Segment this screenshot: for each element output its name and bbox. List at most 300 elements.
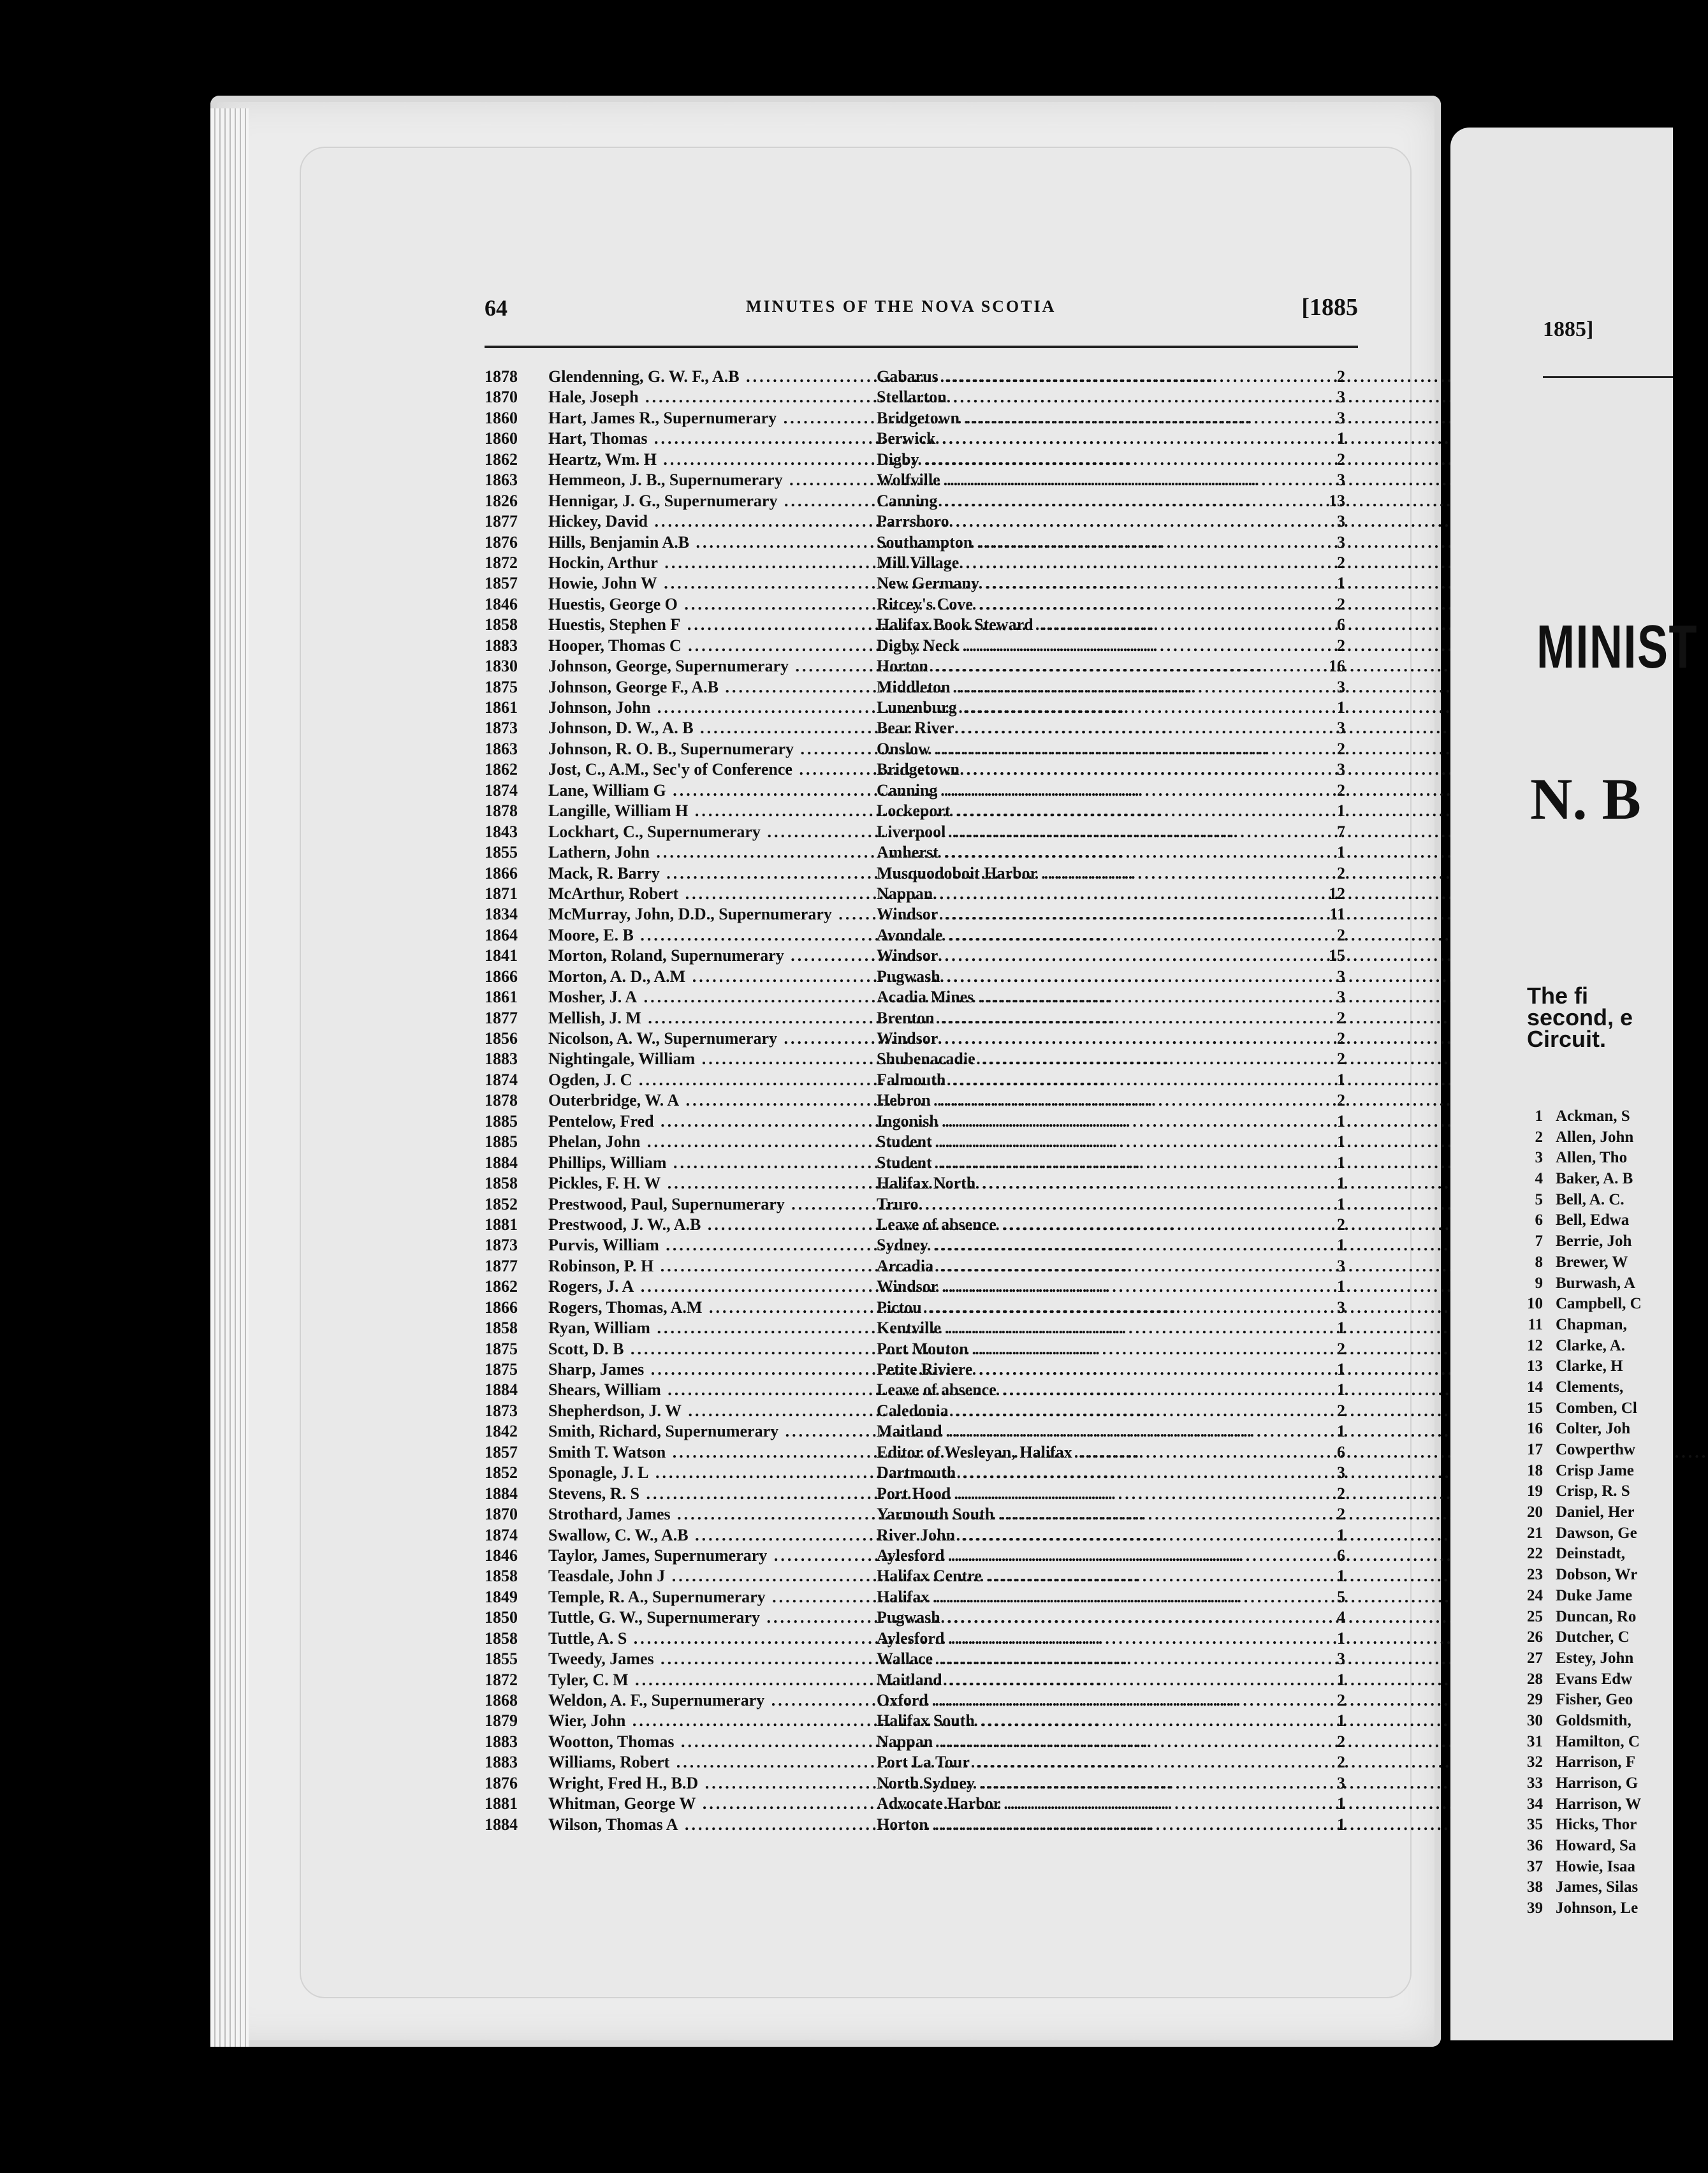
list-number: 1 (1535, 1108, 1543, 1125)
list-item (1511, 1627, 1642, 1648)
years-count: 2 (1337, 1050, 1345, 1069)
list-name: Chapman, (1556, 1315, 1627, 1333)
list-item (1511, 1106, 1642, 1127)
list-number: 38 (1527, 1878, 1543, 1896)
list-name: Bell, A. C. (1556, 1190, 1624, 1208)
years-count: 1 (1337, 1277, 1345, 1296)
list-number: 8 (1535, 1253, 1543, 1271)
list-item (1511, 1877, 1642, 1898)
entry-year: 1861 (485, 988, 518, 1007)
entry-year: 1881 (485, 1794, 518, 1813)
years-count: 5 (1337, 1587, 1345, 1606)
years-count: 3 (1337, 719, 1345, 738)
entry-year: 1873 (485, 719, 518, 738)
minister-name: Lane, William G ..... (548, 780, 877, 801)
intro-line: The fi (1527, 983, 1588, 1009)
list-name: Brewer, W (1556, 1253, 1628, 1271)
list-number: 18 (1527, 1461, 1543, 1479)
minister-name: Smith T. Watson ..... (548, 1442, 877, 1463)
table-row (485, 1070, 1345, 1090)
table-row (485, 1421, 1345, 1442)
entry-year: 1861 (485, 698, 518, 717)
table-row (485, 1298, 1345, 1318)
list-number: 13 (1527, 1357, 1543, 1375)
minister-name: Teasdale, John J ..... (548, 1566, 877, 1586)
station-name: Avondale ..... (877, 925, 1297, 946)
station-name: Horton ..... (877, 656, 1297, 677)
table-row (485, 698, 1345, 718)
list-item (1511, 1398, 1642, 1419)
station-name: Halifax North ..... (877, 1173, 1297, 1194)
list-name: Howie, Isaa (1556, 1857, 1635, 1875)
entry-year: 1885 (485, 1111, 518, 1130)
list-number: 39 (1527, 1899, 1543, 1917)
list-number: 36 (1527, 1837, 1543, 1855)
years-count: 3 (1337, 512, 1345, 531)
entry-year: 1862 (485, 760, 518, 779)
table-row (485, 1028, 1345, 1049)
years-count: 6 (1337, 1442, 1345, 1461)
entry-year: 1877 (485, 512, 518, 531)
list-number: 20 (1527, 1504, 1543, 1521)
minister-name: Stevens, R. S ..... (548, 1484, 877, 1504)
entry-year: 1860 (485, 429, 518, 448)
years-count: 1 (1337, 1360, 1345, 1379)
station-name: Port Mouton ..... (877, 1339, 1297, 1359)
entry-year: 1862 (485, 1277, 518, 1296)
list-name: Crisp Jame (1556, 1461, 1634, 1479)
entry-year: 1866 (485, 1298, 518, 1317)
station-name: Yarmouth South ..... (877, 1504, 1297, 1525)
entry-year: 1868 (485, 1691, 518, 1709)
list-name: Crisp, R. S (1556, 1482, 1630, 1500)
list-number: 28 (1527, 1670, 1543, 1688)
list-item (1511, 1794, 1642, 1815)
list-item (1511, 1294, 1642, 1315)
minister-name: Wright, Fred H., B.D ..... (548, 1773, 877, 1794)
entry-year: 1857 (485, 574, 518, 593)
list-number: 22 (1527, 1545, 1543, 1563)
table-row (485, 1132, 1345, 1152)
station-name: River John ..... (877, 1525, 1297, 1546)
minister-name: Huestis, Stephen F ..... (548, 615, 877, 635)
minister-name: McMurray, John, D.D., Supernumerary ..... (548, 904, 877, 925)
table-row (485, 1194, 1345, 1215)
minister-name: Scott, D. B ..... (548, 1339, 877, 1359)
table-row (485, 1256, 1345, 1277)
station-name: Southampton ..... (877, 532, 1297, 553)
entry-year: 1879 (485, 1711, 518, 1730)
entry-year: 1850 (485, 1608, 518, 1627)
minister-name: Robinson, P. H ..... (548, 1256, 877, 1277)
station-name: Canning ..... (877, 780, 1297, 801)
table-row (485, 925, 1345, 946)
station-name: Port Hood ..... (877, 1484, 1297, 1504)
station-name: Petite Riviere ..... (877, 1359, 1297, 1380)
list-item (1511, 1169, 1642, 1190)
years-count: 1 (1337, 574, 1345, 593)
entry-year: 1872 (485, 1670, 518, 1689)
list-name: Evans Edw (1556, 1670, 1633, 1688)
table-row (485, 387, 1345, 407)
years-count: 1 (1337, 1070, 1345, 1089)
minister-name: Heartz, Wm. H ..... (548, 450, 877, 470)
table-row (485, 967, 1345, 987)
station-name: Digby ..... (877, 450, 1297, 470)
list-number: 16 (1527, 1420, 1543, 1438)
station-name: Canning ..... (877, 491, 1297, 511)
list-name: Harrison, F (1556, 1753, 1635, 1771)
minister-name: Mellish, J. M ..... (548, 1008, 877, 1028)
table-row (485, 1649, 1345, 1669)
station-name: Mill Village ..... (877, 553, 1297, 573)
minister-name: Phelan, John ..... (548, 1132, 877, 1152)
table-row (485, 1008, 1345, 1028)
list-item (1511, 1544, 1642, 1565)
station-name: Pugwash ..... (877, 967, 1297, 987)
entry-year: 1873 (485, 1236, 518, 1255)
station-name: Shubenacadie ..... (877, 1049, 1297, 1069)
list-number: 25 (1527, 1607, 1543, 1625)
intro-line: Circuit. (1527, 1026, 1607, 1052)
station-name: Student ..... (877, 1132, 1297, 1152)
table-row (485, 428, 1345, 449)
years-count: 11 (1329, 905, 1345, 924)
station-name: Liverpool ..... (877, 822, 1297, 842)
entry-year: 1884 (485, 1815, 518, 1834)
list-name: Baker, A. B (1556, 1170, 1633, 1188)
list-number: 4 (1535, 1170, 1543, 1188)
list-number: 10 (1527, 1295, 1543, 1313)
minister-name: Tuttle, A. S ..... (548, 1628, 877, 1649)
years-count: 7 (1337, 822, 1345, 841)
header-year: [1885 (1301, 294, 1358, 321)
years-count: 1 (1337, 1670, 1345, 1689)
years-count: 2 (1337, 1008, 1345, 1027)
minister-name: Nicolson, A. W., Supernumerary ..... (548, 1028, 877, 1049)
years-count: 2 (1337, 553, 1345, 572)
minister-name: Hennigar, J. G., Supernumerary ..... (548, 491, 877, 511)
station-name: Leave of absence ..... (877, 1215, 1297, 1235)
years-count: 1 (1337, 698, 1345, 717)
minister-name: Weldon, A. F., Supernumerary ..... (548, 1690, 877, 1711)
minister-name: Hale, Joseph ..... (548, 387, 877, 407)
years-count: 3 (1337, 1650, 1345, 1669)
table-row (485, 1090, 1345, 1111)
entry-year: 1883 (485, 636, 518, 655)
minister-name: Moore, E. B ..... (548, 925, 877, 946)
station-name: Halifax Book Steward ..... (877, 615, 1297, 635)
list-name: Duke Jame (1556, 1586, 1633, 1604)
minister-name: Johnson, John ..... (548, 698, 877, 718)
years-count: 3 (1337, 408, 1345, 427)
list-name: Hicks, Thor (1556, 1816, 1637, 1834)
list-item (1511, 1273, 1642, 1294)
list-item (1511, 1377, 1642, 1398)
table-row (485, 573, 1345, 594)
list-item (1511, 1502, 1642, 1523)
years-count: 2 (1337, 739, 1345, 758)
years-count: 12 (1329, 884, 1345, 903)
list-number: 5 (1535, 1190, 1543, 1208)
list-name: Fisher, Geo (1556, 1691, 1633, 1709)
station-name: Oxford ..... (877, 1690, 1297, 1711)
minister-name: Temple, R. A., Supernumerary ..... (548, 1587, 877, 1607)
entry-year: 1841 (485, 946, 518, 965)
station-name: Berwick ..... (877, 428, 1297, 449)
list-name: Dutcher, C (1556, 1628, 1630, 1646)
list-name: Estey, John (1556, 1649, 1634, 1667)
table-row (485, 842, 1345, 863)
station-name: Sydney ..... (877, 1235, 1297, 1255)
years-count: 1 (1337, 1628, 1345, 1648)
entry-year: 1858 (485, 615, 518, 634)
years-count: 2 (1337, 1732, 1345, 1751)
list-item (1511, 1440, 1642, 1461)
entry-year: 1866 (485, 863, 518, 882)
list-name: Dawson, Ge (1556, 1524, 1637, 1542)
entry-year: 1877 (485, 1008, 518, 1027)
list-item (1511, 1752, 1642, 1773)
entry-year: 1878 (485, 367, 518, 386)
list-number: 14 (1527, 1378, 1543, 1396)
minister-name: Wier, John ..... (548, 1711, 877, 1731)
entry-year: 1855 (485, 843, 518, 862)
list-item (1511, 1732, 1642, 1753)
station-name: Maitland ..... (877, 1670, 1297, 1690)
station-name: Windsor ..... (877, 1277, 1297, 1297)
list-item (1511, 1607, 1642, 1628)
years-count: 3 (1337, 532, 1345, 552)
list-item (1511, 1857, 1642, 1878)
station-name: Onslow ..... (877, 739, 1297, 759)
right-page-subheading: N. B (1530, 766, 1641, 831)
list-name: James, Silas (1556, 1878, 1639, 1896)
page-title: MINUTES OF THE NOVA SCOTIA (746, 297, 1056, 316)
list-item (1511, 1815, 1642, 1836)
entry-year: 1862 (485, 450, 518, 469)
entry-year: 1846 (485, 1546, 518, 1565)
years-count: 2 (1337, 367, 1345, 386)
list-name: Deinstadt, (1556, 1545, 1626, 1563)
entry-year: 1857 (485, 1442, 518, 1461)
list-name: Harrison, G (1556, 1774, 1639, 1792)
list-number: 30 (1527, 1711, 1543, 1729)
station-name: Wolfville ..... (877, 470, 1297, 490)
right-intro-paragraph (1527, 985, 1633, 1050)
entry-year: 1874 (485, 780, 518, 800)
right-page-heading: MINIST (1536, 613, 1698, 681)
station-name: Falmouth ..... (877, 1070, 1297, 1090)
minister-name: Shepherdson, J. W ..... (548, 1401, 877, 1421)
list-name: Clarke, A. (1556, 1336, 1626, 1354)
years-count: 13 (1329, 491, 1345, 510)
years-count: 1 (1337, 1711, 1345, 1730)
minister-name: Rogers, Thomas, A.M ..... (548, 1298, 877, 1318)
years-count: 1 (1337, 1194, 1345, 1213)
minister-name: Hickey, David ..... (548, 511, 877, 532)
table-row (485, 636, 1345, 656)
minister-name: Johnson, George, Supernumerary ..... (548, 656, 877, 677)
table-row (485, 822, 1345, 842)
station-name: Halifax ..... (877, 1587, 1297, 1607)
minister-name: Phillips, William ..... (548, 1153, 877, 1173)
right-page-year: 1885] (1543, 318, 1594, 341)
years-count: 1 (1337, 1794, 1345, 1813)
station-name: Bridgetown ..... (877, 759, 1297, 780)
table-row (485, 1732, 1345, 1752)
list-name: Dobson, Wr (1556, 1566, 1638, 1584)
table-row (485, 1525, 1345, 1546)
entry-year: 1878 (485, 801, 518, 821)
years-count: 3 (1337, 388, 1345, 407)
entry-year: 1870 (485, 388, 518, 407)
right-header-rule (1543, 376, 1673, 378)
minister-name: Langille, William H ..... (548, 801, 877, 821)
minister-name: Jost, C., A.M., Sec'y of Conference ..... (548, 759, 877, 780)
header-rule (485, 346, 1358, 348)
list-item (1511, 1523, 1642, 1544)
table-row (485, 594, 1345, 615)
table-row (485, 1153, 1345, 1173)
table-row (485, 1794, 1345, 1814)
station-name: Acadia Mines ..... (877, 987, 1297, 1007)
list-item (1511, 1419, 1642, 1440)
entry-year: 1856 (485, 1029, 518, 1048)
station-name: Musquodoboit Harbor ..... (877, 863, 1297, 884)
entry-year: 1864 (485, 925, 518, 944)
entry-year: 1842 (485, 1422, 518, 1441)
station-name: Port La Tour ..... (877, 1752, 1297, 1773)
entry-year: 1883 (485, 1753, 518, 1772)
list-number: 35 (1527, 1816, 1543, 1834)
list-item (1511, 1336, 1642, 1357)
years-count: 3 (1337, 988, 1345, 1007)
entry-year: 1883 (485, 1050, 518, 1069)
minister-name: Hockin, Arthur ..... (548, 553, 877, 573)
intro-line: second, e (1527, 1004, 1633, 1030)
table-row (485, 1752, 1345, 1773)
minister-name: Swallow, C. W., A.B ..... (548, 1525, 877, 1546)
list-name: Clements, (1556, 1378, 1624, 1396)
station-name: Advocate Harbor ..... (877, 1794, 1297, 1814)
years-count: 3 (1337, 677, 1345, 696)
minister-name: Prestwood, J. W., A.B ..... (548, 1215, 877, 1235)
table-row (485, 532, 1345, 553)
minister-name: Hemmeon, J. B., Supernumerary ..... (548, 470, 877, 490)
table-row (485, 1504, 1345, 1525)
list-number: 9 (1535, 1274, 1543, 1292)
station-name: Ingonish ..... (877, 1111, 1297, 1132)
station-name: Middleton ..... (877, 677, 1297, 698)
list-name: Campbell, C (1556, 1295, 1642, 1313)
table-row (485, 1628, 1345, 1649)
years-count: 1 (1337, 1174, 1345, 1193)
minister-name: Glendenning, G. W. F., A.B ..... (548, 367, 877, 387)
minister-name: Mack, R. Barry ..... (548, 863, 877, 884)
table-row (485, 1690, 1345, 1711)
entry-year: 1858 (485, 1567, 518, 1586)
entry-year: 1877 (485, 1256, 518, 1275)
station-name: Pugwash ..... (877, 1607, 1297, 1628)
list-item (1511, 1711, 1642, 1732)
entry-year: 1863 (485, 739, 518, 758)
entry-year: 1843 (485, 822, 518, 841)
years-count: 1 (1337, 429, 1345, 448)
station-name: Caledonia ..... (877, 1401, 1297, 1421)
table-row (485, 1566, 1345, 1586)
minister-name: Johnson, George F., A.B ..... (548, 677, 877, 698)
entry-year: 1834 (485, 905, 518, 924)
list-name: Allen, Tho (1556, 1149, 1628, 1167)
years-count: 4 (1337, 1608, 1345, 1627)
station-name: Windsor ..... (877, 946, 1297, 966)
entry-year: 1884 (485, 1380, 518, 1400)
entry-year: 1876 (485, 1773, 518, 1792)
minister-name: Morton, A. D., A.M ..... (548, 967, 877, 987)
station-name: Brenton ..... (877, 1008, 1297, 1028)
list-item (1511, 1127, 1642, 1148)
table-row (485, 615, 1345, 635)
entry-year: 1863 (485, 471, 518, 490)
list-number: 34 (1527, 1795, 1543, 1813)
minister-name: Tuttle, G. W., Supernumerary ..... (548, 1607, 877, 1628)
list-item (1511, 1190, 1642, 1211)
entry-year: 1872 (485, 553, 518, 572)
station-name: Bridgetown ..... (877, 408, 1297, 428)
list-name: Goldsmith, (1556, 1711, 1631, 1729)
table-row (485, 987, 1345, 1007)
list-name: Comben, Cl (1556, 1399, 1637, 1417)
minister-name: Wilson, Thomas A ..... (548, 1815, 877, 1835)
years-count: 2 (1337, 1505, 1345, 1524)
years-count: 2 (1337, 1401, 1345, 1420)
years-count: 3 (1337, 1256, 1345, 1275)
page-number: 64 (485, 295, 507, 321)
minister-name: Lathern, John ..... (548, 842, 877, 863)
station-name: Editor of Wesleyan, Halifax ..... (877, 1442, 1297, 1463)
table-row (485, 904, 1345, 925)
table-row (485, 759, 1345, 780)
years-count: 3 (1337, 967, 1345, 986)
minister-name: Sharp, James ..... (548, 1359, 877, 1380)
station-name: Pictou ..... (877, 1298, 1297, 1318)
minister-name: Sponagle, J. L ..... (548, 1463, 877, 1483)
entry-year: 1875 (485, 1360, 518, 1379)
running-head (485, 287, 1358, 325)
list-number: 29 (1527, 1691, 1543, 1709)
station-name: Stellarton ..... (877, 387, 1297, 407)
minister-name: McArthur, Robert ..... (548, 884, 877, 904)
table-row (485, 946, 1345, 966)
table-row (485, 884, 1345, 904)
list-number: 15 (1527, 1399, 1543, 1417)
table-row (485, 1235, 1345, 1255)
entry-year: 1884 (485, 1153, 518, 1172)
list-number: 33 (1527, 1774, 1543, 1792)
entry-year: 1858 (485, 1319, 518, 1338)
station-name: New Germany ..... (877, 573, 1297, 594)
station-name: Wallace ..... (877, 1649, 1297, 1669)
list-number: 19 (1527, 1482, 1543, 1500)
entry-year: 1875 (485, 1339, 518, 1358)
entry-year: 1830 (485, 657, 518, 676)
minister-name: Pentelow, Fred ..... (548, 1111, 877, 1132)
station-name: Gabarus ..... (877, 367, 1297, 387)
station-name: Lockeport ..... (877, 801, 1297, 821)
entry-year: 1826 (485, 491, 518, 510)
table-row (485, 1215, 1345, 1235)
